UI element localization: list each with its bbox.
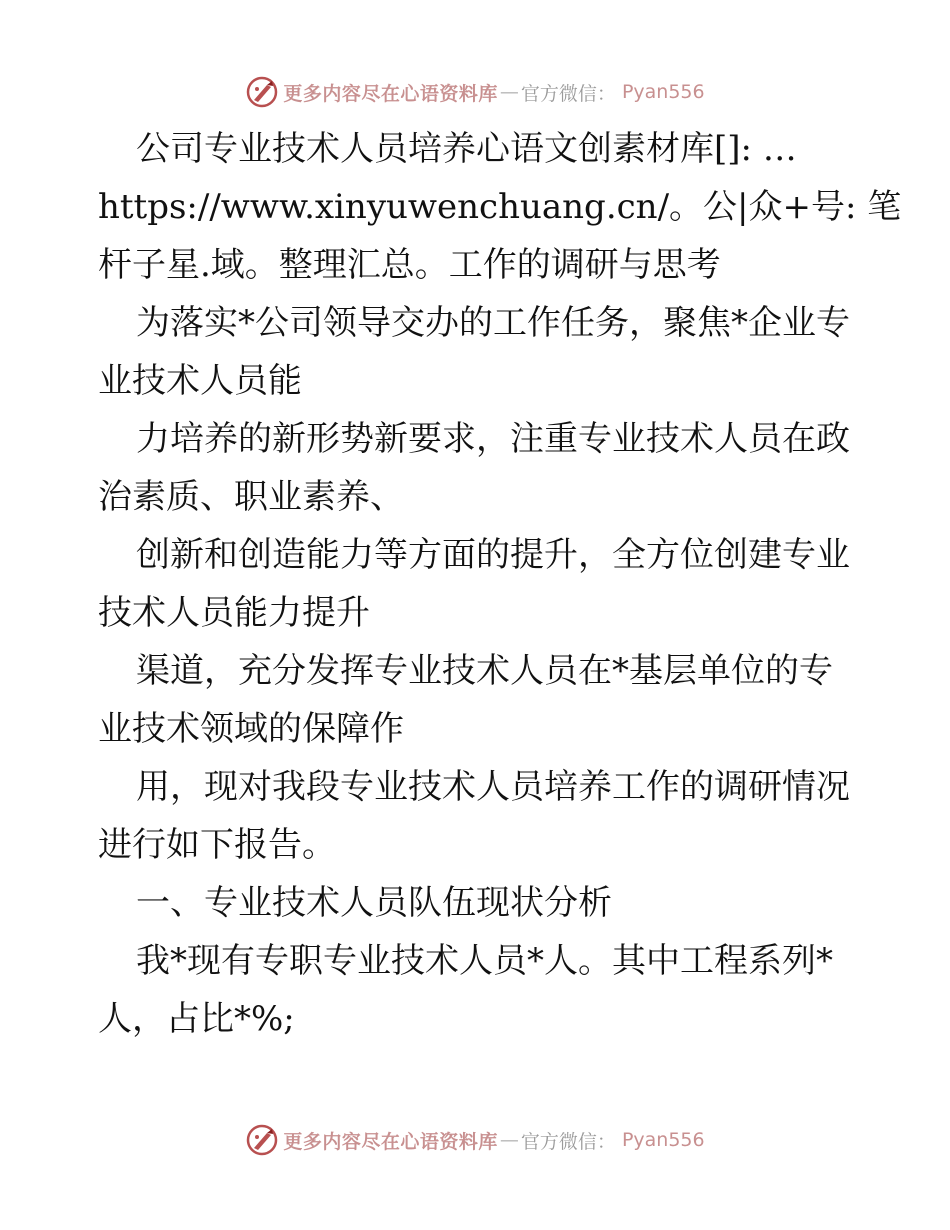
watermark-title: 更多内容尽在心语资料库 xyxy=(283,82,498,105)
doc-line: 力培养的新形势新要求，注重专业技术人员在政 xyxy=(136,419,850,459)
doc-line: 杆子星.域。整理汇总。工作的调研与思考 xyxy=(98,245,721,285)
watermark-separator: — xyxy=(499,1129,519,1151)
doc-line: 人，占比*%; xyxy=(98,999,295,1039)
doc-line: 公司专业技术人员培养心语文创素材库[]: … xyxy=(136,129,797,169)
quill-pen-logo-icon xyxy=(245,1123,279,1157)
watermark-separator: — xyxy=(499,81,519,103)
header-watermark xyxy=(0,72,950,112)
footer-watermark xyxy=(0,1120,950,1160)
doc-line: 为落实*公司领导交办的工作任务，聚焦*企业专 xyxy=(136,303,850,343)
watermark-wechat-label: 官方微信： xyxy=(520,1130,616,1153)
doc-line: 用，现对我段专业技术人员培养工作的调研情况 xyxy=(136,767,850,807)
doc-line: 业技术领域的保障作 xyxy=(98,709,404,749)
doc-line: 创新和创造能力等方面的提升，全方位创建专业 xyxy=(136,535,850,575)
doc-line: 技术人员能力提升 xyxy=(98,593,370,633)
section-heading: 一、专业技术人员队伍现状分析 xyxy=(136,883,612,923)
doc-line: 我*现有专职专业技术人员*人。其中工程系列* xyxy=(136,941,833,981)
document-body xyxy=(98,120,902,1048)
watermark-wechat-id: Pyan556 xyxy=(621,1129,705,1151)
watermark-wechat-label: 官方微信： xyxy=(520,82,616,105)
doc-line: 渠道，充分发挥专业技术人员在*基层单位的专 xyxy=(136,651,833,691)
doc-line: 业技术人员能 xyxy=(98,361,302,401)
quill-pen-logo-icon xyxy=(245,75,279,109)
doc-line: 进行如下报告。 xyxy=(98,825,336,865)
watermark-title: 更多内容尽在心语资料库 xyxy=(283,1130,498,1153)
watermark-wechat-id: Pyan556 xyxy=(621,81,705,103)
doc-line: 治素质、职业素养、 xyxy=(98,477,404,517)
doc-line: https://www.xinyuwenchuang.cn/。公|众+号: 笔 xyxy=(98,187,902,227)
